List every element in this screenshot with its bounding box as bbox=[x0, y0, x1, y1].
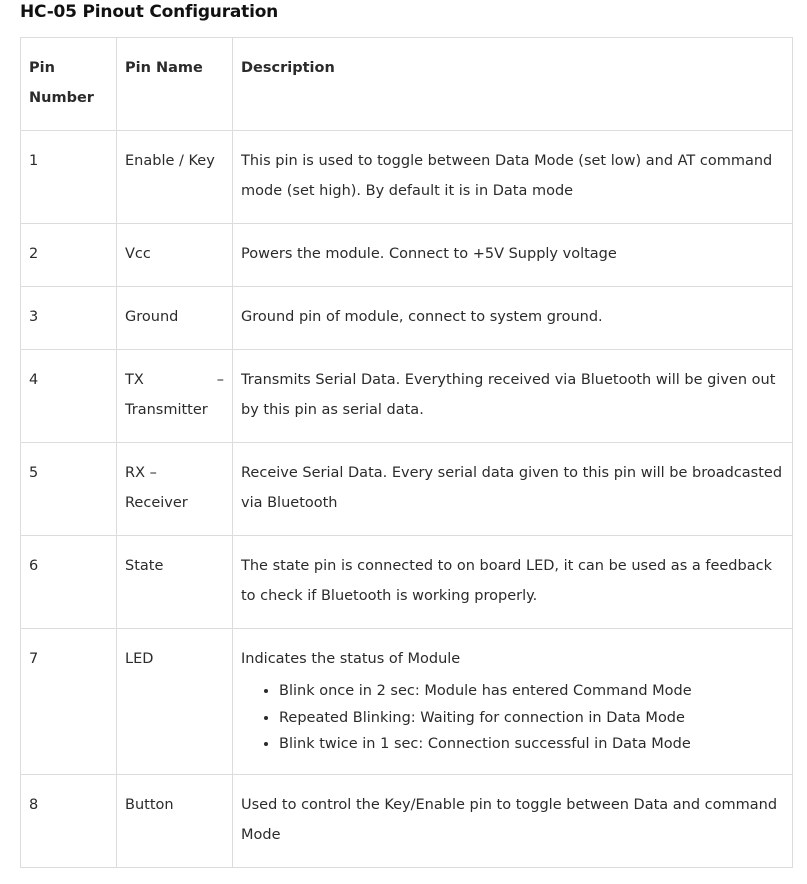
table-header-row bbox=[21, 38, 793, 131]
pin-name-part: TX bbox=[125, 372, 144, 388]
description-cell: Transmits Serial Data. Everything received via Bluetooth will be given out by this pin as serial data. bbox=[233, 350, 793, 443]
header-pin-number-line2: Number bbox=[29, 90, 94, 106]
table-row bbox=[21, 287, 793, 350]
table-row bbox=[21, 536, 793, 629]
description-text: Indicates the status of Module bbox=[241, 651, 461, 667]
pin-name-cell bbox=[117, 350, 233, 443]
pin-number-cell: 8 bbox=[21, 774, 117, 867]
pin-name-first-line bbox=[125, 365, 224, 395]
table-row bbox=[21, 224, 793, 287]
description-cell: This pin is used to toggle between Data Mode (set low) and AT command mode (set high). By default it is in Data mode bbox=[233, 131, 793, 224]
header-pin-name: Pin Name bbox=[117, 38, 233, 131]
table-row bbox=[21, 350, 793, 443]
pin-name-dash: – bbox=[216, 372, 224, 388]
pin-name-cell: Vcc bbox=[117, 224, 233, 287]
pin-name-cell: State bbox=[117, 536, 233, 629]
description-cell: The state pin is connected to on board LED, it can be used as a feedback to check if Bluetooth is working properly. bbox=[233, 536, 793, 629]
table-row bbox=[21, 443, 793, 536]
description-cell: Ground pin of module, connect to system ground. bbox=[233, 287, 793, 350]
table-row bbox=[21, 629, 793, 775]
pin-number-cell: 3 bbox=[21, 287, 117, 350]
header-pin-number bbox=[21, 38, 117, 131]
description-cell: Used to control the Key/Enable pin to toggle between Data and command Mode bbox=[233, 774, 793, 867]
description-cell bbox=[233, 629, 793, 775]
pin-name-cell: RX – Receiver bbox=[117, 443, 233, 536]
page-title: HC-05 Pinout Configuration bbox=[20, 2, 279, 22]
description-cell: Receive Serial Data. Every serial data given to this pin will be broadcasted via Bluetooth bbox=[233, 443, 793, 536]
pin-name-cell: LED bbox=[117, 629, 233, 775]
list-item: • Blink twice in 1 sec: Connection successful in Data Mode bbox=[279, 731, 784, 758]
pin-name-cell: Enable / Key bbox=[117, 131, 233, 224]
pin-name-cell: Ground bbox=[117, 287, 233, 350]
pin-name-cell: Button bbox=[117, 774, 233, 867]
list-item: • Blink once in 2 sec: Module has entered Command Mode bbox=[279, 678, 784, 705]
pin-number-cell: 5 bbox=[21, 443, 117, 536]
description-cell: Powers the module. Connect to +5V Supply voltage bbox=[233, 224, 793, 287]
pin-number-cell: 7 bbox=[21, 629, 117, 775]
led-status-list bbox=[241, 678, 784, 758]
pin-number-cell: 1 bbox=[21, 131, 117, 224]
pin-number-cell: 2 bbox=[21, 224, 117, 287]
pinout-table bbox=[20, 37, 793, 868]
pin-number-cell: 4 bbox=[21, 350, 117, 443]
pin-name-part: Transmitter bbox=[125, 402, 208, 418]
header-description: Description bbox=[233, 38, 793, 131]
pin-number-cell: 6 bbox=[21, 536, 117, 629]
list-item: • Repeated Blinking: Waiting for connection in Data Mode bbox=[279, 705, 784, 732]
table-row bbox=[21, 774, 793, 867]
table-row bbox=[21, 131, 793, 224]
header-pin-number-line1: Pin bbox=[29, 60, 55, 76]
